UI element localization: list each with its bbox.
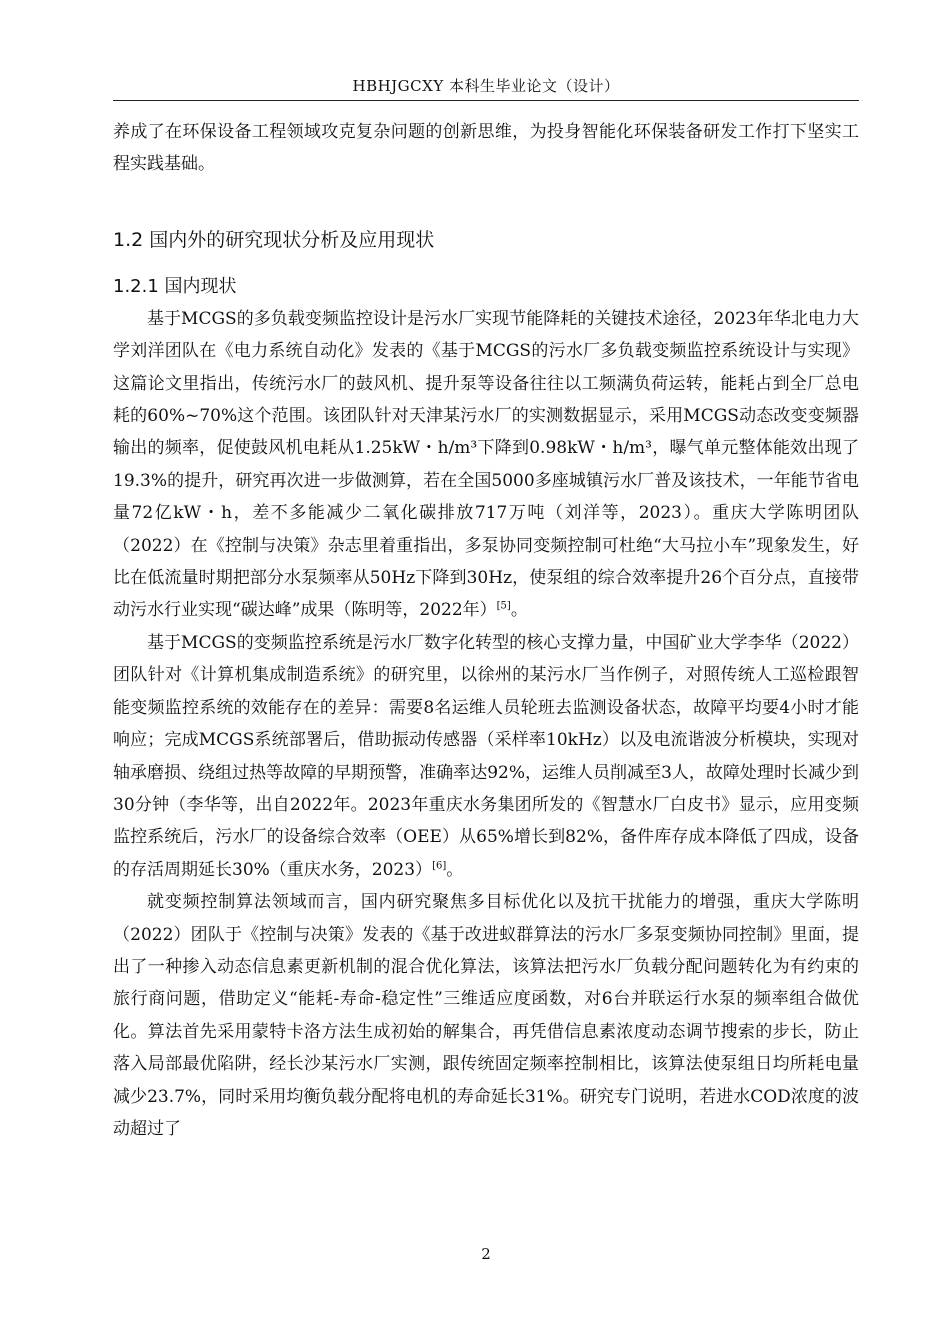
subsection-number: 1.2.1 (113, 275, 159, 297)
page-body (113, 116, 859, 1145)
section-heading-wrap (113, 226, 859, 254)
intro-paragraph: 养成了在环保设备工程领域攻克复杂问题的创新思维，为投身智能化环保装备研发工作打下坚实工程实践基础。 (113, 122, 859, 175)
citation-ref: [6] (432, 860, 447, 872)
section-title: 国内外的研究现状分析及应用现状 (149, 228, 435, 251)
section-number: 1.2 (113, 228, 144, 251)
citation-ref: [5] (496, 600, 511, 612)
header-rule (113, 100, 859, 101)
paragraph-text: 就变频控制算法领域而言，国内研究聚焦多目标优化以及抗干扰能力的增强，重庆大学陈明（2022）团队于《控制与决策》发表的《基于改进蚁群算法的污水厂多泵变频协同控制》里面，提出了一种掺入动态信息素更新机制的混合优化算法，该算法把污水厂负载分配问题转化为有约束的旅行商问题，借助定义“能耗-寿命-稳定性”三维适应度函数，对6台并联运行水泵的频率组合做优化。算法首先采用蒙特卡洛方法生成初始的解集合，再凭借信息素浓度动态调节搜索的步长，防止落入局部最优陷阱，经长沙某污水厂实测，跟传统固定频率控制相比，该算法使泵组日均所耗电量减少23.7%，同时采用均衡负载分配将电机的寿命延长31%。研究专门说明，若进水COD浓度的波动超过了 (113, 892, 859, 1139)
body-paragraph-3 (113, 886, 859, 1145)
subsection-heading (113, 273, 859, 301)
paragraph-text: 基于MCGS的变频监控系统是污水厂数字化转型的核心支撑力量，中国矿业大学李华（2022）团队针对《计算机集成制造系统》的研究里，以徐州的某污水厂当作例子，对照传统人工巡检跟智能变频监控系统的效能存在的差异：需要8名运维人员轮班去监测设备状态，故障平均要4小时才能响应；完成MCGS系统部署后，借助振动传感器（采样率10kHz）以及电流谐波分析模块，实现对轴承磨损、绕组过热等故障的早期预警，准确率达92%，运维人员削减至3人，故障处理时长减少到30分钟（李华等，出自2022年。2023年重庆水务集团所发的《智慧水厂白皮书》显示，应用变频监控系统后，污水厂的设备综合效率（OEE）从65%增长到82%，备件库存成本降低了四成，设备的存活周期延长30%（重庆水务，2023） (113, 632, 859, 880)
running-header: HBHJGCXY 本科生毕业论文（设计） (352, 77, 620, 95)
paragraph-tail: 。 (446, 859, 464, 880)
subsection-heading-wrap (113, 273, 859, 301)
body-paragraph-2 (113, 627, 859, 886)
subsection-title: 国内现状 (164, 275, 237, 297)
body-paragraph-1 (113, 303, 859, 627)
paragraph-text: 基于MCGS的多负载变频监控设计是污水厂实现节能降耗的关键技术途径，2023年华北电力大学刘洋团队在《电力系统自动化》发表的《基于MCGS的污水厂多负载变频监控系统设计与实现》这篇论文里指出，传统污水厂的鼓风机、提升泵等设备往往以工频满负荷运转，能耗占到全厂总电耗的60%~70%这个范围。该团队针对天津某污水厂的实测数据显示，采用MCGS动态改变变频器输出的频率，促使鼓风机电耗从1.25kW・h/m³下降到0.98kW・h/m³，曝气单元整体能效出现了19.3%的提升，研究再次进一步做测算，若在全国5000多座城镇污水厂普及该技术，一年能节省电量72亿kW・h，差不多能减少二氧化碳排放717万吨（刘洋等，2023）。重庆大学陈明团队（2022）在《控制与决策》杂志里着重指出，多泵协同变频控制可杜绝“大马拉小车”现象发生，好比在低流量时期把部分水泵频率从50Hz下降到30Hz，使泵组的综合效率提升26个百分点，直接带动污水行业实现“碳达峰”成果（陈明等，2022年） (113, 308, 859, 621)
page-number: 2 (481, 1245, 491, 1263)
section-heading (113, 226, 859, 254)
paragraph-tail: 。 (510, 600, 528, 621)
